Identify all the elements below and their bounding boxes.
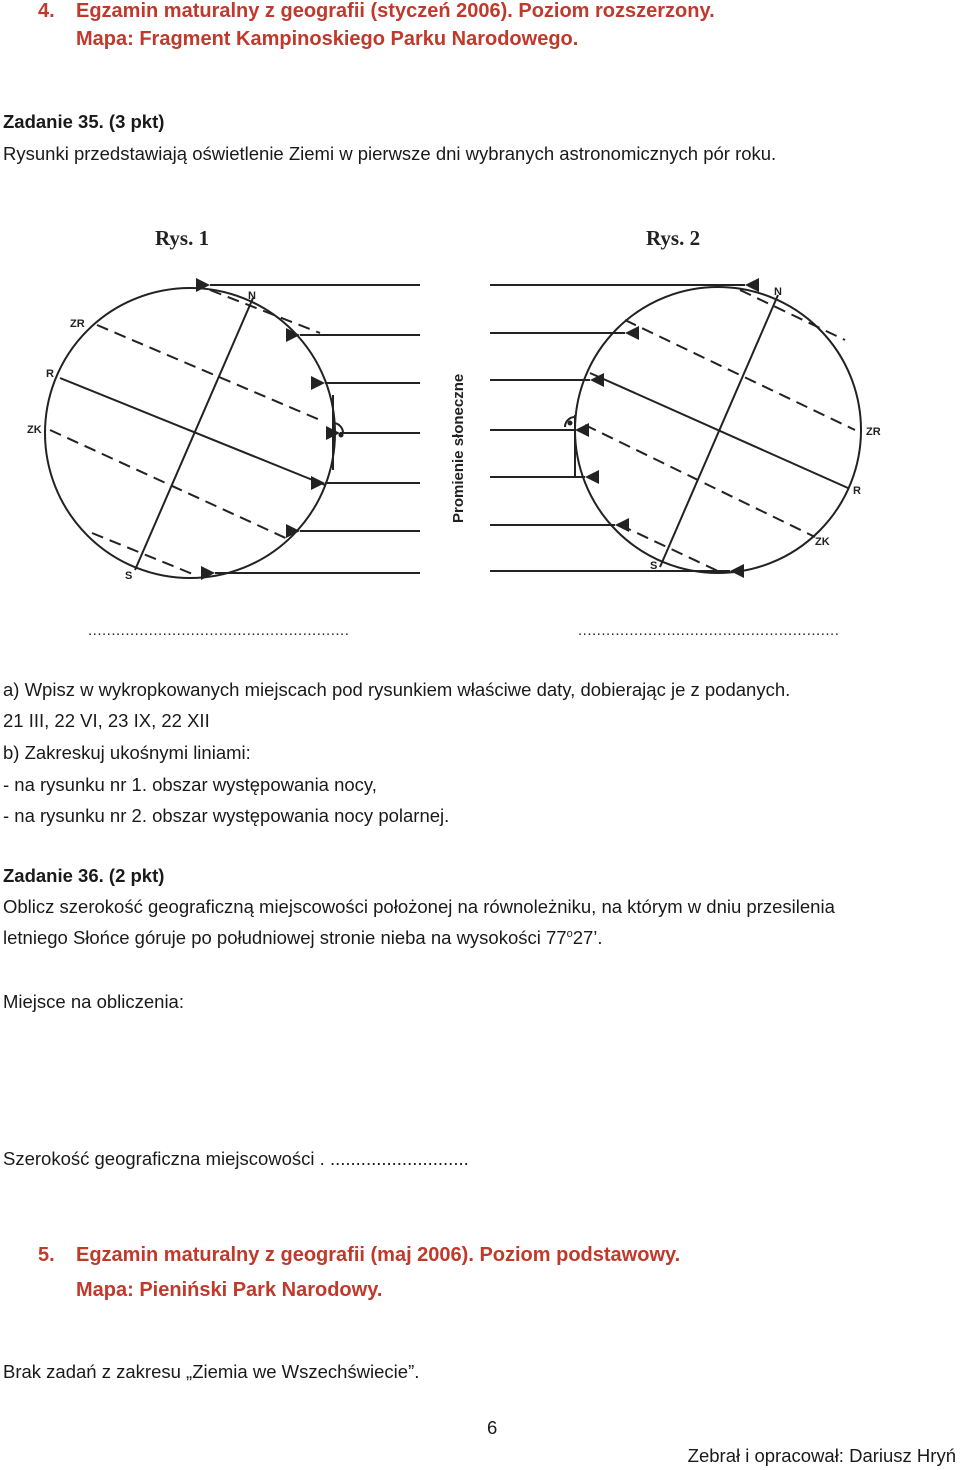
fig1-title: Rys. 1 bbox=[155, 226, 210, 250]
task-36-line-2-end: 27’. bbox=[572, 927, 603, 948]
task-35-item-1: - na rysunku nr 1. obszar występowania nocy, bbox=[3, 774, 377, 795]
section-4-map: Mapa: Fragment Kampinoskiego Parku Narodowego. bbox=[76, 28, 579, 50]
figure-2 bbox=[490, 285, 861, 573]
fig2-date-blank[interactable]: ........................................................ bbox=[578, 622, 840, 639]
task-36-heading: Zadanie 36. (2 pkt) bbox=[3, 865, 165, 886]
task-36-line-2-text: letniego Słońce góruje po południowej stronie nieba na wysokości 77 bbox=[3, 927, 567, 948]
fig2-equator bbox=[590, 373, 848, 488]
fig1-earth-axis bbox=[135, 298, 253, 570]
task-35-part-b: b) Zakreskuj ukośnymi liniami: bbox=[3, 742, 251, 763]
fig2-label-r: R bbox=[853, 485, 861, 497]
fig1-date-blank[interactable]: ........................................................ bbox=[88, 622, 350, 639]
section-number: 4. bbox=[38, 0, 55, 22]
earth-illumination-figure bbox=[0, 215, 960, 645]
section-title-line1: Egzamin maturalny z geografii (styczeń 2006). Poziom rozszerzony. bbox=[76, 0, 715, 22]
fig1-equator bbox=[60, 378, 325, 485]
fig1-label-s: S bbox=[125, 570, 133, 582]
fig2-label-zr: ZR bbox=[866, 426, 881, 438]
figure-1 bbox=[45, 285, 420, 578]
section-4-heading bbox=[38, 0, 715, 23]
fig2-label-s: S bbox=[650, 560, 658, 572]
footer-credit: Zebrał i opracował: Dariusz Hryń bbox=[687, 1445, 956, 1466]
degree-sign: o bbox=[566, 927, 573, 940]
section-5-map: Mapa: Pieniński Park Narodowy. bbox=[76, 1279, 383, 1301]
task-36-line-1: Oblicz szerokość geograficzną miejscowości położonej na równoleżniku, na którym w dniu przesilenia bbox=[3, 896, 835, 917]
section-number: 5. bbox=[38, 1244, 55, 1266]
fig1-polar-circle bbox=[210, 290, 320, 333]
page-number: 6 bbox=[487, 1417, 498, 1438]
task-35-heading: Zadanie 35. (3 pkt) bbox=[3, 111, 165, 132]
calculation-area-label: Miejsce na obliczenia: bbox=[3, 991, 184, 1012]
fig2-tropic-line bbox=[585, 425, 815, 537]
task-36-line-2 bbox=[3, 927, 603, 949]
fig2-label-zk: ZK bbox=[815, 536, 830, 548]
fig1-polar-circle bbox=[92, 533, 195, 575]
task-35-intro: Rysunki przedstawiają oświetlenie Ziemi w pierwsze dni wybranych astronomicznych pór roku. bbox=[3, 143, 777, 164]
fig1-label-n: N bbox=[248, 290, 256, 302]
sun-rays-label: Promienie słoneczne bbox=[450, 373, 467, 523]
fig1-label-r: R bbox=[46, 368, 54, 380]
fig2-tropic-line bbox=[625, 320, 855, 430]
task-35-item-2: - na rysunku nr 2. obszar występowania nocy polarnej. bbox=[3, 805, 450, 826]
fig2-title: Rys. 2 bbox=[646, 226, 701, 250]
fig1-tropic-line bbox=[50, 430, 290, 540]
fig1-label-zr: ZR bbox=[70, 318, 85, 330]
section-title-line1: Egzamin maturalny z geografii (maj 2006). Poziom podstawowy. bbox=[76, 1244, 681, 1266]
fig1-label-zk: ZK bbox=[27, 424, 42, 436]
fig2-angle-dot bbox=[569, 422, 572, 425]
task-35-dates: 21 III, 22 VI, 23 IX, 22 XII bbox=[3, 710, 210, 731]
fig1-earth-circle bbox=[45, 288, 335, 578]
fig2-label-n: N bbox=[774, 286, 782, 298]
task-35-part-a: a) Wpisz w wykropkowanych miejscach pod rysunkiem właściwe daty, dobierając je z podanych. bbox=[3, 679, 791, 700]
answer-line[interactable]: Szerokość geograficzna miejscowości . ........................... bbox=[3, 1148, 469, 1169]
section-5-note: Brak zadań z zakresu „Ziemia we Wszechświecie”. bbox=[3, 1361, 420, 1382]
fig2-polar-circle bbox=[740, 290, 845, 340]
section-5-heading bbox=[38, 1244, 680, 1267]
